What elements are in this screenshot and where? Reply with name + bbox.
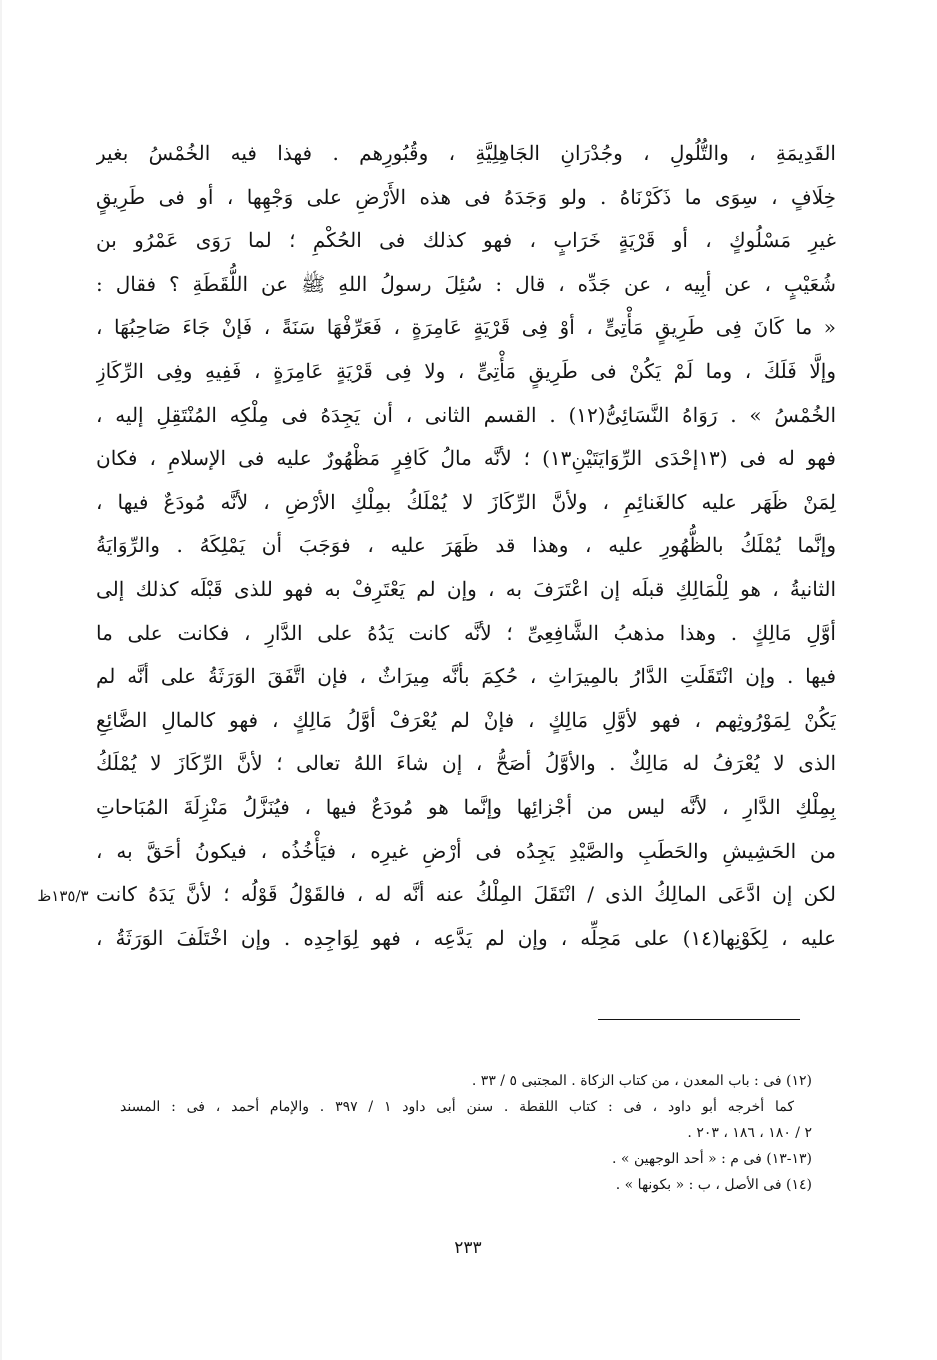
text-line: لكن إن ادَّعَى المالِكُ الذى / انْتَقَلَ المِلْكُ عنه أنَّه له ، فالقَوْلُ قَوْلُه ؛ لأنَّ يَدَهُ كانت (96, 882, 836, 907)
footnote: كما أخرجه أبو داود ، فى : كتاب اللقطة . سنن أبى داود ١ / ٣٩٧ . والإمام أحمد ، فى : المسند (120, 1099, 794, 1115)
text-line: شُعَيْبٍ ، عن أبِيه ، عن جَدِّه ، قال : سُئِلَ رسولُ اللهِ ﷺ عن اللُّقَطَةِ ؟ فقال : (96, 271, 836, 296)
text-line: الخُمْسُ » . رَوَاهُ النَّسَائِىُّ(١٢) . القسم الثانى ، أن يَجِدَهُ فى مِلْكِه المُنْتَقِلِ إليه ، (96, 402, 836, 427)
text-line: يَكُنْ لِمَوْرُوثِهم ، فهو لأوَّلِ مَالِكٍ ، فإنْ لم يُعْرَفْ أوَّلُ مَالِكٍ ، فهو كالمالِ الضَّائِعِ (96, 707, 836, 732)
text-line: لِمَنْ ظَهَر عليه كالغَنائِمِ ، ولأنَّ الرِّكَازَ لا يُمْلَكُ بمِلْكِ الأرْضِ ، لأنَّه مُودَعٌ فيها ، (96, 489, 836, 514)
text-line: وإلَّا فَلَكَ ، وما لَمْ يَكُنْ فى طَرِيقٍ مَأْتِىٍّ ، ولا فِى قَرْيَةٍ عَامِرَةٍ ، فَفِيهِ وفِى الرِّكَازِ (96, 358, 836, 383)
main-text (96, 132, 836, 960)
page-edge-shadow (0, 0, 2, 1360)
text-line: الثانيةُ ، هو لِلْمَالِكِ قبلَه إن اعْتَرَفَ به ، وإن لم يَعْتَرِفْ به فهو للذى قَبْلَه كذلك إلى (96, 576, 836, 601)
text-line: فهو له فى (١٣إحْدَى الرِّوَايَتَيْنِ١٣) ؛ لأنَّه مالُ كَافِرٍ مَظْهُورٌ عليه فى الإسلامِ ، فكان (96, 446, 836, 471)
footnote-separator (598, 1019, 800, 1020)
text-line: فيها . وإن انْتَقَلَتِ الدَّارُ بالمِيرَاثِ ، حُكِمَ بأنَّه مِيرَاثٌ ، فإن اتَّفَقَ الوَرَثَةُ على أنَّه لم (96, 664, 836, 689)
text-line: من الحَشِيشِ والحَطَبِ والصَّيْدِ يَجِدُه فى أرْضِ غيرِه ، فيَأْخُذُه ، فيكونُ أحَقَّ به ، (96, 838, 836, 863)
text-line: « ما كَانَ فِى طَرِيقٍ مَأْتِىٍّ ، أوْ فِى قَرْيَةٍ عَامِرَةٍ ، فَعَرِّفْهَا سَنَةً ، فَإنْ جَاءَ صَاحِبُهَا ، (96, 315, 836, 340)
text-line: أوَّلِ مَالِكٍ . وهذا مذهبُ الشَّافِعِىِّ ؛ لأنَّه كانت يَدُهُ على الدَّارِ ، فكانت على ما (96, 620, 836, 645)
text-line: بِمِلْكِ الدَّارِ ، لأنَّه ليس من أجْزائِها وإنَّما هو مُودَعٌ فيها ، فيُنَزَّلُ مَنْزِلَةَ المُبَاحاتِ (96, 794, 836, 819)
footnotes (120, 1068, 812, 1198)
text-line: القَدِيمَةِ ، والتُّلُولِ ، وجُدْرَانِ الجَاهِلِيَّةِ ، وقُبُورِهم . فهذا فيه الخُمْسُ بغير (96, 141, 836, 165)
footnote: (١٤) فى الأصل ، ب : « بكونها » . (615, 1177, 812, 1193)
footnote-continuation: ٢ / ١٨٠ ، ١٨٦ ، ٢٠٣ . (687, 1125, 812, 1141)
footnote: (١٣-١٣) فى م : « أحد الوجهين » . (612, 1151, 812, 1167)
page-number: ٢٣٣ (454, 1238, 482, 1258)
text-line: غيرِ مَسْلُوكٍ ، أو قَرْيَةٍ خَرَابٍ ، فهو كذلك فى الحُكْمِ ؛ لما رَوَى عَمْرُو بن (96, 228, 836, 253)
footnote: (١٢) فى : باب المعدن ، من كتاب الزكاة . المجتبى ٥ / ٣٣ . (471, 1073, 812, 1089)
text-line: خِلَافٍ ، سِوَى ما ذَكَرْنَاهُ . ولو وَجَدَهُ فى هذه الأَرْضِ على وَجْهِها ، أو فى طَرِيقٍ (96, 184, 836, 209)
manuscript-folio-marker: ١٣٥/٣ظ (37, 887, 89, 905)
text-line: عليه ، لِكَوْنِها(١٤) على مَحِلِّه ، وإن لم يَدَّعِه ، فهو لِوَاجِدِه . وإن اخْتَلَفَ الوَرَثَةُ ، (96, 925, 836, 950)
text-line: الذى لا يُعْرَفُ له مَالِكٌ . والأوَّلُ أصَحُّ ، إن شاءَ اللهُ تعالى ؛ لأنَّ الرِّكَازَ لا يُمْلَكُ (96, 751, 836, 776)
text-line: وإنَّما يُمْلَكُ بالظُّهُورِ عليه ، وهذا قد ظَهَرَ عليه ، فوَجَبَ أن يَمْلِكَهُ . والرِّوَايَةُ (96, 533, 836, 558)
